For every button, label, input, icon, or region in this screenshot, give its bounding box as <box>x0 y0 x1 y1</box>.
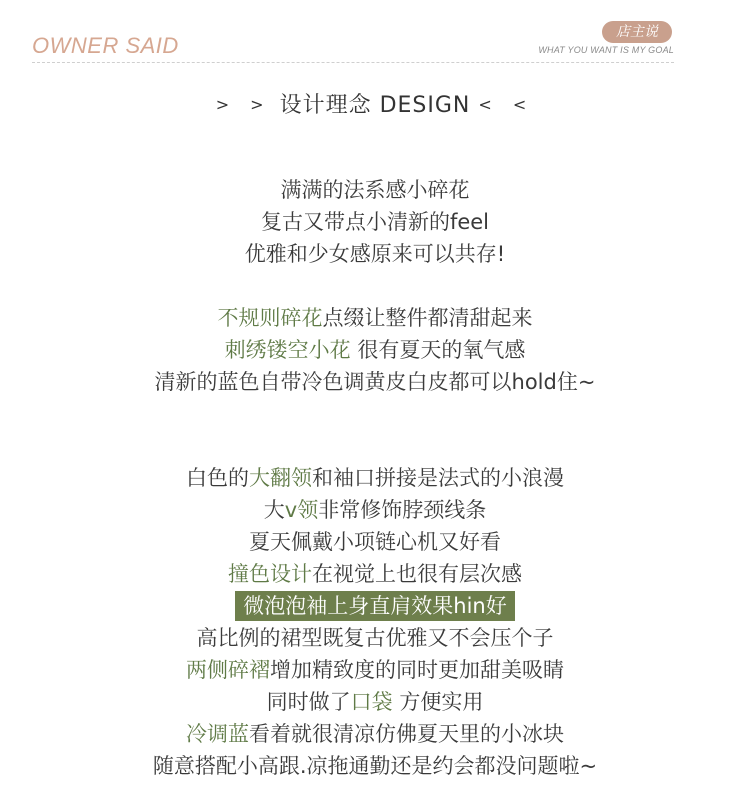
print-line-3: 清新的蓝色自带冷色调黄皮白皮都可以hold住~ <box>154 370 596 394</box>
intro-paragraph <box>0 174 750 270</box>
body-text: 大 <box>263 498 285 522</box>
detail-line-6: 高比例的裙型既复古优雅又不会压个子 <box>196 626 554 650</box>
detail-line-5 <box>0 590 750 622</box>
detail-line-9 <box>0 718 750 750</box>
detail-line-3: 夏天佩戴小项链心机又好看 <box>249 530 501 554</box>
body-text: 同时做了 <box>266 690 351 714</box>
body-text: 很有夏天的氧气感 <box>350 338 526 362</box>
highlight-text: 撞色设计 <box>228 562 312 586</box>
detail-line-8 <box>0 686 750 718</box>
highlight-text: 不规则碎花 <box>217 306 323 330</box>
slogan: WHAT YOU WANT IS MY GOAL <box>538 45 674 55</box>
section-title <box>0 88 750 119</box>
brand-title: OWNER SAID <box>32 33 179 58</box>
body-text: 增加精致度的同时更加甜美吸睛 <box>270 658 564 682</box>
body-text: 看着就很清凉仿佛夏天里的小冰块 <box>249 722 564 746</box>
detail-line-1 <box>0 462 750 494</box>
intro-line-1: 满满的法系感小碎花 <box>280 178 470 202</box>
print-paragraph <box>0 302 750 398</box>
shop-owner-badge: 店主说 <box>602 21 672 43</box>
details-paragraph <box>0 462 750 782</box>
left-arrows: > > <box>215 95 272 114</box>
intro-line-2: 复古又带点小清新的feel <box>260 210 490 234</box>
right-arrows: < < <box>478 95 535 114</box>
header <box>0 0 750 70</box>
highlight-text: 两侧碎褶 <box>186 658 270 682</box>
print-line-1 <box>0 302 750 334</box>
title-text: 设计理念 DESIGN <box>279 93 471 118</box>
highlight-text: 口袋 <box>350 690 393 714</box>
highlight-text: 冷调蓝 <box>186 722 249 746</box>
body-text: 在视觉上也很有层次感 <box>312 562 522 586</box>
body-text: 白色的 <box>186 466 249 490</box>
intro-line-3: 优雅和少女感原来可以共存! <box>244 242 506 266</box>
body-text: 非常修饰脖颈线条 <box>318 498 487 522</box>
body-text: 方便实用 <box>392 690 484 714</box>
highlight-text: 刺绣镂空小花 <box>224 338 351 362</box>
highlight-box: 微泡泡袖上身直肩效果hin好 <box>235 591 514 621</box>
body-text: 点缀让整件都清甜起来 <box>322 306 533 330</box>
detail-line-10: 随意搭配小高跟.凉拖通勤还是约会都没问题啦~ <box>152 754 598 778</box>
detail-line-7 <box>0 654 750 686</box>
detail-line-2 <box>0 494 750 526</box>
dashed-divider <box>32 62 674 63</box>
body-text: 和袖口拼接是法式的小浪漫 <box>312 466 564 490</box>
highlight-text: 大翻领 <box>249 466 312 490</box>
detail-line-4 <box>0 558 750 590</box>
print-line-2 <box>0 334 750 366</box>
highlight-text: v领 <box>284 498 319 522</box>
